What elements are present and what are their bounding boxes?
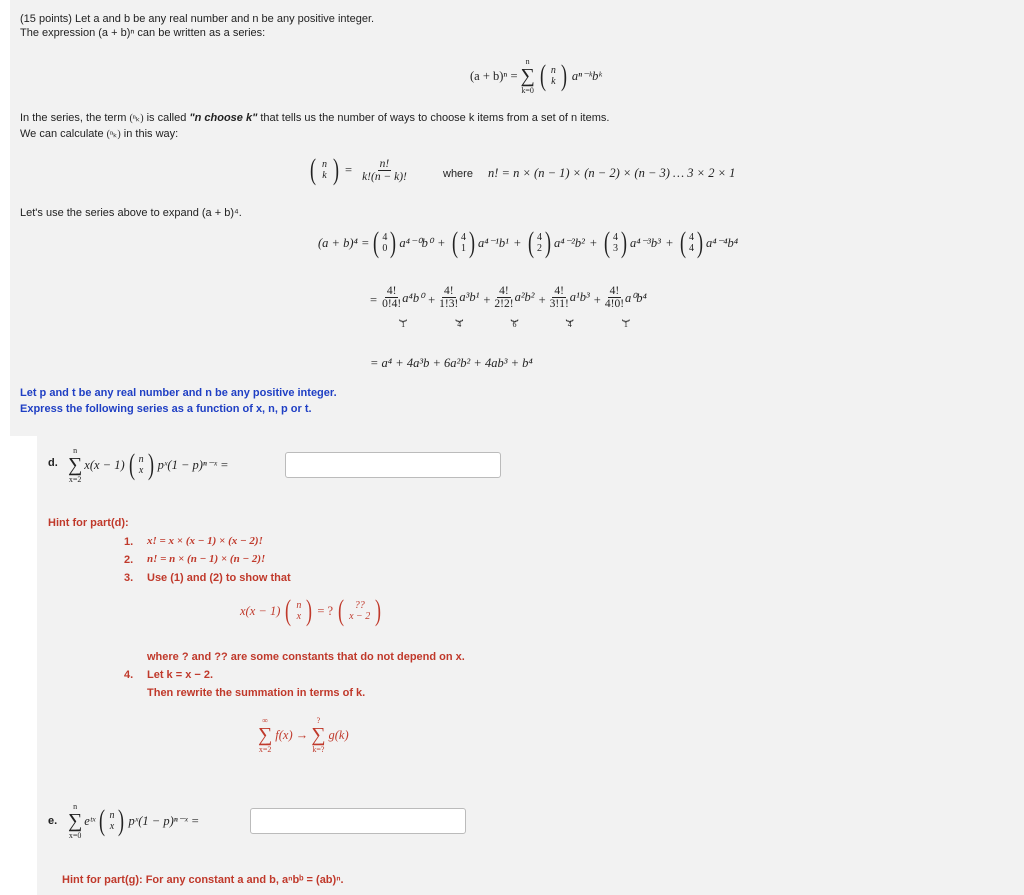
identity-mid: = ? <box>317 603 334 618</box>
explain-line2-text: We can calculate <box>20 128 104 140</box>
expansion-power: a⁴⁻³b³ <box>629 236 661 250</box>
part-e-label: e. <box>48 815 58 827</box>
part-d-prefix: x(x − 1) <box>84 457 125 472</box>
expansion-lhs: (a + b)⁴ = <box>318 235 370 250</box>
part-d-sigma-bottom: x=2 <box>68 475 82 484</box>
coef-value: 6 <box>512 320 517 330</box>
sum2-term: g(k) <box>328 727 349 742</box>
task-line1: Let p and t be any real number and n be any positive integer. <box>20 387 337 399</box>
series-lhs: (a + b)ⁿ = <box>470 68 518 83</box>
hint-d-sum-transform <box>258 716 349 754</box>
coef-value: 4 <box>567 320 572 330</box>
part-e-binom-bottom: x <box>109 821 115 832</box>
sum1-term: f(x) → <box>275 727 309 742</box>
sigma-lower: k=0 <box>521 86 534 95</box>
task-line2: Express the following series as a function of x, n, p or t. <box>20 403 312 415</box>
identity-binom2-top: ?? <box>354 600 365 611</box>
explain-text-c: that tells us the number of ways to choose k items from a set of n items. <box>260 112 610 124</box>
part-d-expression: n ∑ x=2 x(x − 1) ( n x ) pˣ(1 − p)ⁿ⁻ˣ = <box>68 446 229 484</box>
part-e-binom-top: n <box>109 810 115 821</box>
coef-value: 4 <box>457 320 462 330</box>
expansion-result: = a⁴ + 4a³b + 6a²b² + 4ab³ + b⁴ <box>370 356 533 370</box>
choose-numerator: n! <box>379 157 390 170</box>
coef-denominator: 0!4! <box>382 298 402 310</box>
coef-numerator: 4! <box>499 285 509 297</box>
series-term: aⁿ⁻ᵏbᵏ <box>571 69 602 83</box>
sum1-bottom: x=2 <box>258 745 272 754</box>
choose-explanation-line2 <box>20 128 178 140</box>
coef-power: a³b¹ <box>459 290 480 304</box>
expansion-k: 2 <box>536 243 542 254</box>
coef-value: 1 <box>623 320 628 330</box>
identity-prefix: x(x − 1) <box>240 603 281 618</box>
plus-sign: + <box>538 293 546 307</box>
underbrace: ⏟ <box>565 307 574 322</box>
hint-d-item-3-num: 3. <box>124 572 134 584</box>
coef-denominator: 3!1! <box>549 298 569 310</box>
expand-intro: Let's use the series above to expand (a + b)⁴. <box>20 207 242 219</box>
identity-binom-bottom: x <box>296 611 302 622</box>
expansion-k: 0 <box>382 243 388 254</box>
hint-d-identity: x(x − 1) ( n x ) = ? ( ?? x − 2 ) <box>240 594 382 627</box>
part-d-sigma-top: n <box>73 446 78 455</box>
underbrace: ⏟ <box>510 307 519 322</box>
hint-d-item-2-num: 2. <box>124 554 134 566</box>
explain-text-a: In the series, the term <box>20 112 127 124</box>
expansion-term-3: ( 4 3 ) a⁴⁻³b³ <box>603 226 661 259</box>
expansion-line-1 <box>318 228 738 258</box>
sigma-symbol: ∑ <box>520 65 535 87</box>
choose-eq: = <box>345 162 353 177</box>
coef-power: a²b² <box>514 290 535 304</box>
coef-power: a⁴b⁰ <box>402 290 425 305</box>
expansion-coef-term-3 <box>550 285 590 329</box>
binom-bottom: k <box>551 76 556 87</box>
hint-g: Hint for part(g): For any constant a and b, aⁿbᵇ = (ab)ⁿ. <box>62 874 344 886</box>
part-d-label: d. <box>48 457 58 469</box>
part-d-binom-top: n <box>138 454 144 465</box>
expansion-term-0: ( 4 0 ) a⁴⁻⁰b⁰ <box>373 226 433 259</box>
hint-d-title: Hint for part(d): <box>48 517 129 529</box>
plus-sign: + <box>665 235 673 250</box>
expansion-power: a⁴⁻⁴b⁴ <box>706 236 739 250</box>
part-e-sigma-bottom: x=0 <box>68 831 82 840</box>
problem-header-line2: The expression (a + b)ⁿ can be written as a series: <box>20 27 266 39</box>
binom-right-paren: ) <box>560 59 567 92</box>
eq-sign: = <box>370 293 378 307</box>
plus-sign: + <box>593 293 601 307</box>
choose-denominator: k!(n − k)! <box>362 170 407 183</box>
hint-d-item-4-num: 4. <box>124 669 134 681</box>
coef-denominator: 1!3! <box>439 298 459 310</box>
binom-inline-icon-2: (ⁿₖ) <box>106 129 121 140</box>
expansion-k: 4 <box>689 243 694 254</box>
hint-d-item-2: n! = n × (n − 1) × (n − 2)! <box>147 553 266 565</box>
coef-power: a¹b³ <box>569 290 590 304</box>
part-e-expression: n ∑ x=0 eᵗˣ ( n x ) pˣ(1 − p)ⁿ⁻ˣ = <box>68 802 200 840</box>
expansion-power: a⁴⁻⁰b⁰ <box>399 236 433 250</box>
sigma-symbol: ∑ <box>68 454 83 476</box>
expansion-line-2 <box>370 285 647 329</box>
explain-text-b: is called <box>146 112 187 124</box>
part-e-answer-input[interactable] <box>250 808 466 834</box>
expansion-term-4: ( 4 4 ) a⁴⁻⁴b⁴ <box>680 226 739 259</box>
plus-sign: + <box>513 235 521 250</box>
choose-fraction <box>362 158 407 183</box>
underbrace: ⏟ <box>621 307 630 322</box>
binomial-series-formula <box>470 57 602 95</box>
choose-explanation-line1 <box>20 112 609 124</box>
sum1-top: ∞ <box>262 716 268 725</box>
sigma-symbol: ∑ <box>311 724 326 746</box>
choose-formula: ( n k ) = $\frac{n!}{k!(n - k)!}$ <box>310 153 407 186</box>
coef-numerator: 4! <box>386 285 397 297</box>
plus-sign: + <box>437 235 445 250</box>
underbrace: ⏟ <box>455 307 464 322</box>
sum2-top: ? <box>316 716 321 725</box>
expansion-k: 3 <box>612 243 618 254</box>
hint-d-item-4: Let k = x − 2. <box>147 669 214 681</box>
plus-sign: + <box>428 293 436 307</box>
part-e-sigma-top: n <box>73 802 78 811</box>
binom-top: n <box>550 65 556 76</box>
identity-binom-top: n <box>296 600 302 611</box>
hint-d-where: where ? and ?? are some constants that do not depend on x. <box>147 651 465 663</box>
binom-inline-icon: (ⁿₖ) <box>129 113 144 124</box>
part-d-binom-bottom: x <box>138 465 144 476</box>
where-label: where <box>443 168 473 180</box>
sigma-symbol: ∑ <box>68 810 83 832</box>
part-d-answer-input[interactable] <box>285 452 501 478</box>
explain-line2-end: in this way: <box>123 128 179 140</box>
expansion-term-1: ( 4 1 ) a⁴⁻¹b¹ <box>451 226 509 259</box>
hint-d-item-3: Use (1) and (2) to show that <box>147 572 291 584</box>
coef-power: a⁰b⁴ <box>625 290 647 305</box>
part-e-suffix: pˣ(1 − p)ⁿ⁻ˣ = <box>128 814 200 828</box>
coef-numerator: 4! <box>554 285 564 297</box>
binom-left-paren: ( <box>539 59 546 92</box>
coef-numerator: 4! <box>443 285 454 297</box>
identity-binom2-bottom: x − 2 <box>349 611 371 622</box>
sum2-bottom: k=? <box>312 745 325 754</box>
problem-header-line1: (15 points) Let a and b be any real number and n be any positive integer. <box>20 13 375 25</box>
expansion-k: 1 <box>460 243 466 254</box>
expansion-coef-term-1 <box>439 285 479 329</box>
expansion-coef-term-0 <box>382 285 424 329</box>
expansion-term-2: ( 4 2 ) a⁴⁻²b² <box>527 226 585 259</box>
part-d-suffix: pˣ(1 − p)ⁿ⁻ˣ = <box>157 458 229 472</box>
expansion-power: a⁴⁻²b² <box>553 236 585 250</box>
coef-denominator: 4!0! <box>604 298 625 310</box>
hint-d-item-1: x! = x × (x − 1) × (x − 2)! <box>147 535 263 547</box>
coef-value: 1 <box>401 320 406 330</box>
hint-d-item-1-num: 1. <box>124 536 134 548</box>
sigma-upper: n <box>525 57 530 66</box>
underbrace: ⏟ <box>399 307 407 322</box>
plus-sign: + <box>483 293 491 307</box>
hint-d-rewrite: Then rewrite the summation in terms of k. <box>147 687 366 699</box>
expansion-power: a⁴⁻¹b¹ <box>477 236 509 250</box>
coef-denominator: 2!2! <box>494 298 514 310</box>
coef-numerator: 4! <box>609 285 620 297</box>
sigma-symbol: ∑ <box>258 724 273 746</box>
plus-sign: + <box>589 235 597 250</box>
factorial-definition: n! = n × (n − 1) × (n − 2) × (n − 3) … 3 × 2 × 1 <box>488 166 736 180</box>
expansion-coef-term-4 <box>605 285 647 329</box>
part-e-prefix: eᵗˣ <box>84 813 96 828</box>
expansion-coef-term-2 <box>494 285 534 329</box>
n-choose-k-term: "n choose k" <box>189 112 258 124</box>
